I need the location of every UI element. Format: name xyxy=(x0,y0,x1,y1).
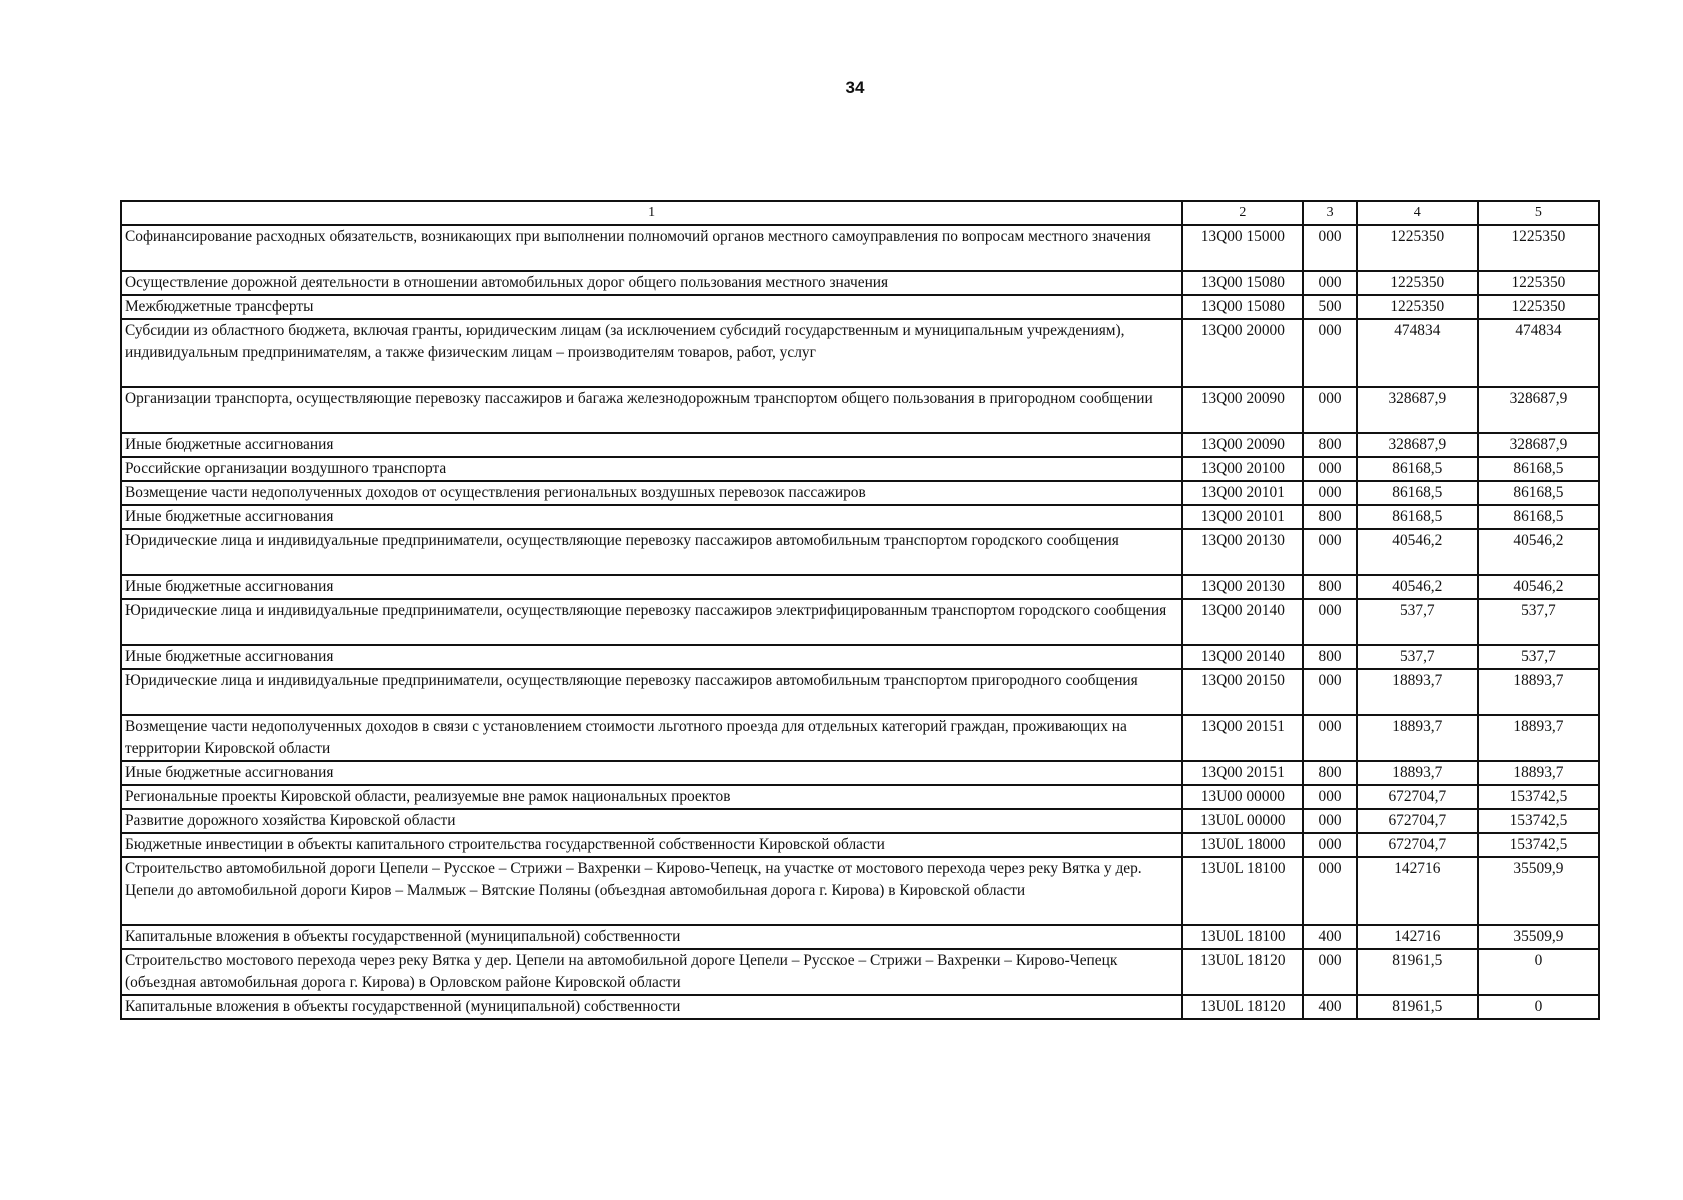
table-row xyxy=(121,925,1599,949)
row-value-col4-cell: 1225350 xyxy=(1357,295,1478,319)
table-row xyxy=(121,599,1599,645)
row-name-cell: Иные бюджетные ассигнования xyxy=(121,575,1182,599)
table-row xyxy=(121,809,1599,833)
header-column-3: 3 xyxy=(1303,201,1356,225)
row-value-col5-cell: 153742,5 xyxy=(1478,833,1599,857)
header-column-2: 2 xyxy=(1182,201,1303,225)
header-column-4: 4 xyxy=(1357,201,1478,225)
row-type-cell: 000 xyxy=(1303,857,1356,925)
row-value-col4-cell: 142716 xyxy=(1357,925,1478,949)
row-value-col5-cell: 0 xyxy=(1478,949,1599,995)
row-code-cell: 13Q00 20150 xyxy=(1182,669,1303,715)
row-value-col4-cell: 18893,7 xyxy=(1357,669,1478,715)
row-name-cell: Российские организации воздушного транспорта xyxy=(121,457,1182,481)
table-row xyxy=(121,319,1599,387)
table-row xyxy=(121,271,1599,295)
row-code-cell: 13Q00 20151 xyxy=(1182,761,1303,785)
row-value-col4-cell: 672704,7 xyxy=(1357,785,1478,809)
row-value-col5-cell: 328687,9 xyxy=(1478,387,1599,433)
row-value-col5-cell: 537,7 xyxy=(1478,645,1599,669)
table-row xyxy=(121,645,1599,669)
row-value-col4-cell: 81961,5 xyxy=(1357,949,1478,995)
row-value-col4-cell: 474834 xyxy=(1357,319,1478,387)
budget-table xyxy=(120,200,1600,1020)
table-row xyxy=(121,785,1599,809)
row-code-cell: 13U0L 00000 xyxy=(1182,809,1303,833)
table-row xyxy=(121,833,1599,857)
row-name-cell: Субсидии из областного бюджета, включая гранты, юридическим лицам (за исключением субсидий государственным и муниципальным учреждениям), индивидуальным предпринимателям, а также физическим лицам – производителям товаров, работ, услуг xyxy=(121,319,1182,387)
row-name-cell: Юридические лица и индивидуальные предприниматели, осуществляющие перевозку пассажиров автомобильным транспортом пригородного сообщения xyxy=(121,669,1182,715)
row-code-cell: 13U0L 18100 xyxy=(1182,857,1303,925)
row-value-col5-cell: 153742,5 xyxy=(1478,785,1599,809)
row-type-cell: 400 xyxy=(1303,995,1356,1019)
table-row xyxy=(121,715,1599,761)
row-code-cell: 13Q00 20100 xyxy=(1182,457,1303,481)
row-value-col4-cell: 40546,2 xyxy=(1357,529,1478,575)
row-value-col5-cell: 40546,2 xyxy=(1478,575,1599,599)
table-row xyxy=(121,857,1599,925)
row-type-cell: 000 xyxy=(1303,457,1356,481)
row-value-col4-cell: 18893,7 xyxy=(1357,761,1478,785)
row-value-col4-cell: 40546,2 xyxy=(1357,575,1478,599)
row-code-cell: 13U0L 18000 xyxy=(1182,833,1303,857)
row-name-cell: Иные бюджетные ассигнования xyxy=(121,761,1182,785)
row-type-cell: 800 xyxy=(1303,505,1356,529)
row-code-cell: 13U0L 18120 xyxy=(1182,949,1303,995)
row-type-cell: 000 xyxy=(1303,809,1356,833)
row-code-cell: 13Q00 20101 xyxy=(1182,481,1303,505)
header-column-1: 1 xyxy=(121,201,1182,225)
row-value-col4-cell: 86168,5 xyxy=(1357,505,1478,529)
row-value-col5-cell: 1225350 xyxy=(1478,225,1599,271)
header-row xyxy=(121,201,1599,225)
row-code-cell: 13Q00 20090 xyxy=(1182,387,1303,433)
table-body xyxy=(121,225,1599,1019)
row-value-col5-cell: 18893,7 xyxy=(1478,715,1599,761)
row-type-cell: 000 xyxy=(1303,387,1356,433)
row-name-cell: Иные бюджетные ассигнования xyxy=(121,433,1182,457)
row-code-cell: 13Q00 20140 xyxy=(1182,645,1303,669)
row-code-cell: 13Q00 15000 xyxy=(1182,225,1303,271)
row-value-col5-cell: 18893,7 xyxy=(1478,761,1599,785)
row-name-cell: Возмещение части недополученных доходов в связи с установлением стоимости льготного проезда для отдельных категорий граждан, проживающих на территории Кировской области xyxy=(121,715,1182,761)
row-value-col5-cell: 153742,5 xyxy=(1478,809,1599,833)
row-name-cell: Строительство мостового перехода через реку Вятка у дер. Цепели на автомобильной дороге Цепели – Русское – Стрижи – Вахренки – Кирово-Чепецк (объездная автомобильная дорога г. Кирова) в Орловском районе Кировской области xyxy=(121,949,1182,995)
row-code-cell: 13Q00 20130 xyxy=(1182,529,1303,575)
row-name-cell: Бюджетные инвестиции в объекты капитального строительства государственной собственности Кировской области xyxy=(121,833,1182,857)
row-name-cell: Осуществление дорожной деятельности в отношении автомобильных дорог общего пользования местного значения xyxy=(121,271,1182,295)
table-row xyxy=(121,761,1599,785)
row-value-col4-cell: 537,7 xyxy=(1357,645,1478,669)
row-type-cell: 000 xyxy=(1303,599,1356,645)
row-type-cell: 000 xyxy=(1303,715,1356,761)
row-name-cell: Возмещение части недополученных доходов от осуществления региональных воздушных перевозок пассажиров xyxy=(121,481,1182,505)
row-value-col4-cell: 86168,5 xyxy=(1357,457,1478,481)
row-type-cell: 800 xyxy=(1303,575,1356,599)
row-value-col5-cell: 0 xyxy=(1478,995,1599,1019)
row-name-cell: Юридические лица и индивидуальные предприниматели, осуществляющие перевозку пассажиров электрифицированным транспортом городского сообщения xyxy=(121,599,1182,645)
table-row xyxy=(121,433,1599,457)
row-type-cell: 500 xyxy=(1303,295,1356,319)
row-value-col5-cell: 474834 xyxy=(1478,319,1599,387)
row-value-col4-cell: 672704,7 xyxy=(1357,809,1478,833)
table-row xyxy=(121,225,1599,271)
row-name-cell: Юридические лица и индивидуальные предприниматели, осуществляющие перевозку пассажиров автомобильным транспортом городского сообщения xyxy=(121,529,1182,575)
table-row xyxy=(121,949,1599,995)
row-value-col5-cell: 35509,9 xyxy=(1478,857,1599,925)
row-type-cell: 400 xyxy=(1303,925,1356,949)
row-name-cell: Софинансирование расходных обязательств, возникающих при выполнении полномочий органов местного самоуправления по вопросам местного значения xyxy=(121,225,1182,271)
row-type-cell: 000 xyxy=(1303,319,1356,387)
row-type-cell: 800 xyxy=(1303,433,1356,457)
row-type-cell: 800 xyxy=(1303,761,1356,785)
table-row xyxy=(121,995,1599,1019)
row-value-col5-cell: 35509,9 xyxy=(1478,925,1599,949)
row-name-cell: Капитальные вложения в объекты государственной (муниципальной) собственности xyxy=(121,925,1182,949)
row-value-col4-cell: 537,7 xyxy=(1357,599,1478,645)
row-name-cell: Региональные проекты Кировской области, реализуемые вне рамок национальных проектов xyxy=(121,785,1182,809)
row-type-cell: 000 xyxy=(1303,833,1356,857)
row-value-col5-cell: 18893,7 xyxy=(1478,669,1599,715)
row-name-cell: Межбюджетные трансферты xyxy=(121,295,1182,319)
row-code-cell: 13Q00 20130 xyxy=(1182,575,1303,599)
row-value-col4-cell: 142716 xyxy=(1357,857,1478,925)
row-name-cell: Развитие дорожного хозяйства Кировской области xyxy=(121,809,1182,833)
row-type-cell: 000 xyxy=(1303,529,1356,575)
row-code-cell: 13Q00 20151 xyxy=(1182,715,1303,761)
row-name-cell: Организации транспорта, осуществляющие перевозку пассажиров и багажа железнодорожным транспортом общего пользования в пригородном сообщении xyxy=(121,387,1182,433)
table-row xyxy=(121,575,1599,599)
row-value-col5-cell: 1225350 xyxy=(1478,271,1599,295)
table-row xyxy=(121,295,1599,319)
row-value-col5-cell: 537,7 xyxy=(1478,599,1599,645)
row-code-cell: 13Q00 20101 xyxy=(1182,505,1303,529)
row-code-cell: 13U00 00000 xyxy=(1182,785,1303,809)
row-code-cell: 13Q00 20000 xyxy=(1182,319,1303,387)
row-code-cell: 13Q00 15080 xyxy=(1182,271,1303,295)
row-value-col4-cell: 1225350 xyxy=(1357,271,1478,295)
row-value-col5-cell: 86168,5 xyxy=(1478,457,1599,481)
table-row xyxy=(121,669,1599,715)
page-number: 34 xyxy=(845,78,865,97)
table-row xyxy=(121,481,1599,505)
row-value-col4-cell: 328687,9 xyxy=(1357,387,1478,433)
table-row xyxy=(121,529,1599,575)
header-column-5: 5 xyxy=(1478,201,1599,225)
row-value-col4-cell: 328687,9 xyxy=(1357,433,1478,457)
row-type-cell: 000 xyxy=(1303,481,1356,505)
row-value-col4-cell: 18893,7 xyxy=(1357,715,1478,761)
row-code-cell: 13U0L 18120 xyxy=(1182,995,1303,1019)
row-type-cell: 000 xyxy=(1303,949,1356,995)
table-header xyxy=(121,201,1599,225)
row-value-col5-cell: 40546,2 xyxy=(1478,529,1599,575)
row-name-cell: Иные бюджетные ассигнования xyxy=(121,645,1182,669)
row-type-cell: 000 xyxy=(1303,785,1356,809)
row-name-cell: Капитальные вложения в объекты государственной (муниципальной) собственности xyxy=(121,995,1182,1019)
table-row xyxy=(121,457,1599,481)
table-row xyxy=(121,505,1599,529)
table-row xyxy=(121,387,1599,433)
row-value-col5-cell: 86168,5 xyxy=(1478,481,1599,505)
row-code-cell: 13Q00 20090 xyxy=(1182,433,1303,457)
row-value-col4-cell: 672704,7 xyxy=(1357,833,1478,857)
row-type-cell: 000 xyxy=(1303,271,1356,295)
row-value-col4-cell: 1225350 xyxy=(1357,225,1478,271)
row-value-col4-cell: 81961,5 xyxy=(1357,995,1478,1019)
row-value-col5-cell: 328687,9 xyxy=(1478,433,1599,457)
row-code-cell: 13Q00 15080 xyxy=(1182,295,1303,319)
row-name-cell: Иные бюджетные ассигнования xyxy=(121,505,1182,529)
row-value-col5-cell: 86168,5 xyxy=(1478,505,1599,529)
row-value-col4-cell: 86168,5 xyxy=(1357,481,1478,505)
row-type-cell: 800 xyxy=(1303,645,1356,669)
row-code-cell: 13U0L 18100 xyxy=(1182,925,1303,949)
row-type-cell: 000 xyxy=(1303,669,1356,715)
row-type-cell: 000 xyxy=(1303,225,1356,271)
row-value-col5-cell: 1225350 xyxy=(1478,295,1599,319)
row-name-cell: Строительство автомобильной дороги Цепели – Русское – Стрижи – Вахренки – Кирово-Чепецк, на участке от мостового перехода через реку Вятка у дер. Цепели до автомобильной дороги Киров – Малмыж – Вятские Поляны (объездная автомобильная дорога г. Кирова) в Кировской области xyxy=(121,857,1182,925)
row-code-cell: 13Q00 20140 xyxy=(1182,599,1303,645)
